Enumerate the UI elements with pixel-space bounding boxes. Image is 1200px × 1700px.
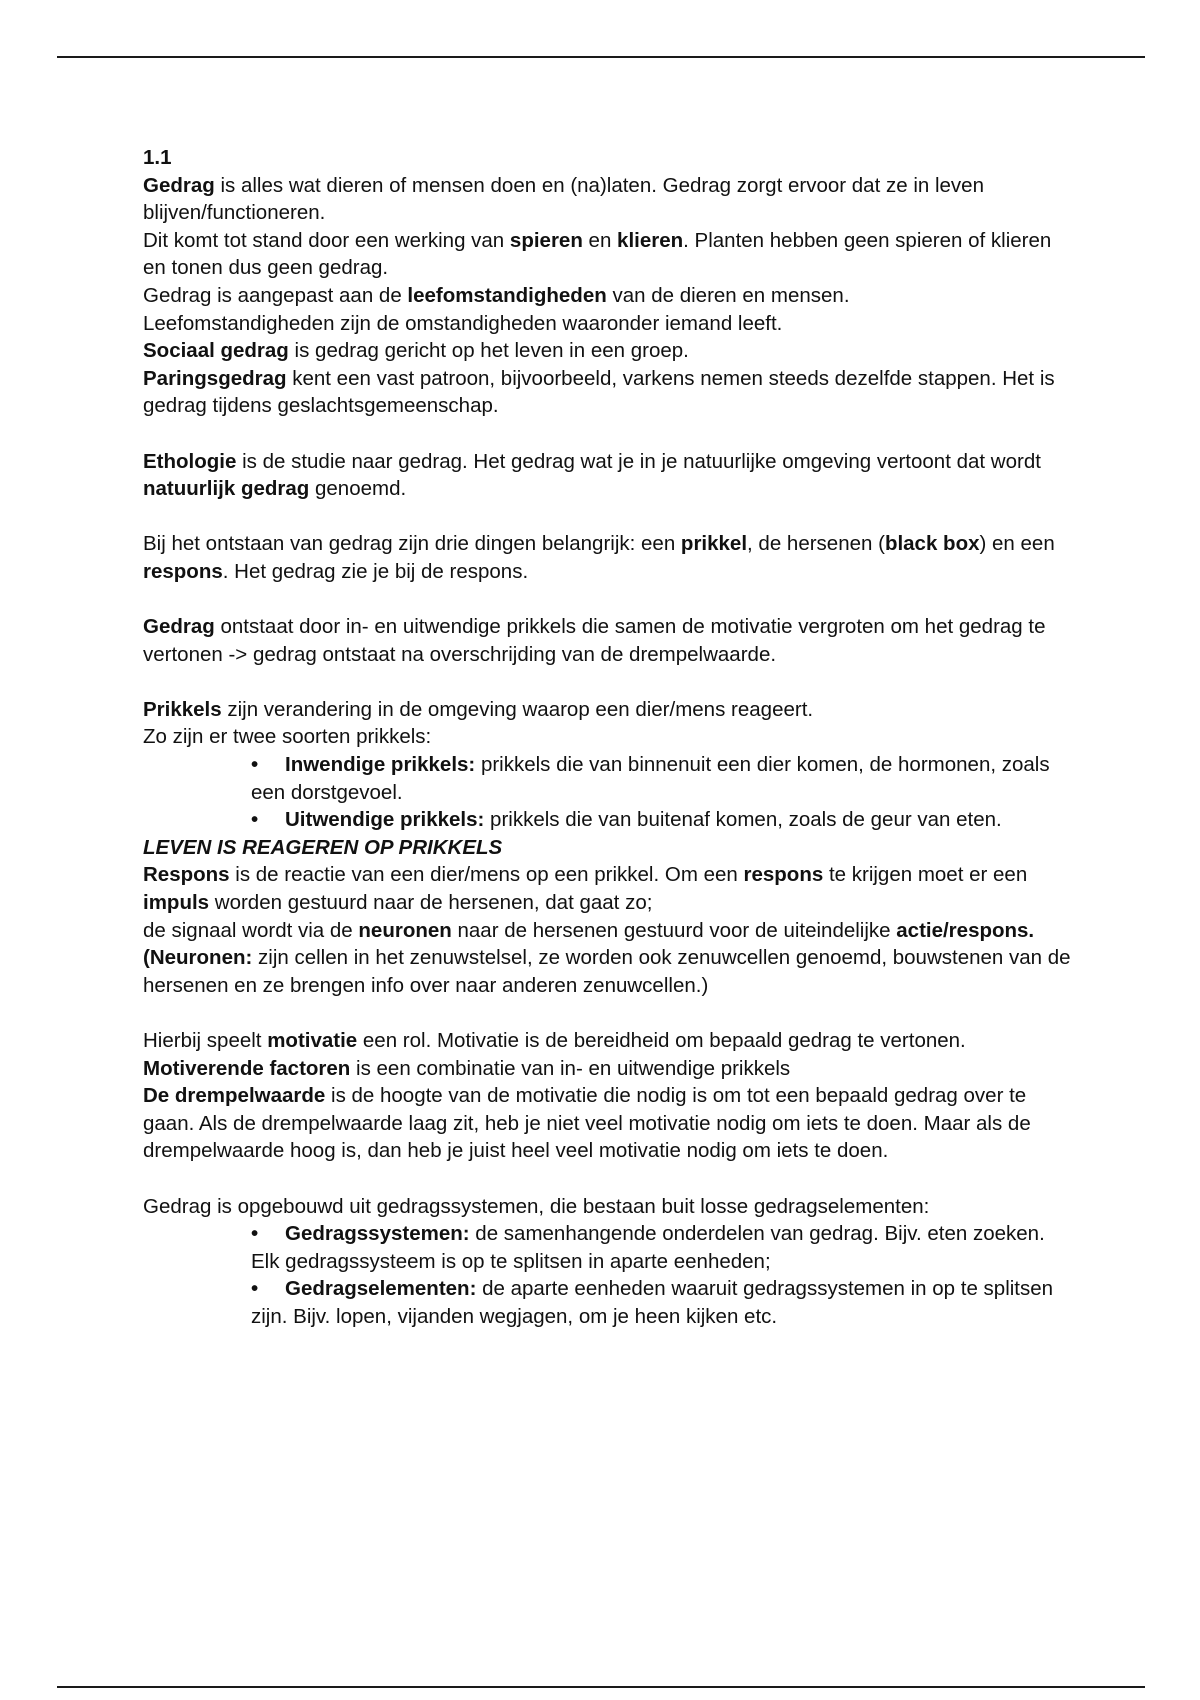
paragraph-motiverende-factoren: Motiverende factoren is een combinatie van in- en uitwendige prikkels xyxy=(143,1056,791,1080)
paragraph-neuronen-signaal: de signaal wordt via de neuronen naar de hersenen gestuurd voor de uiteindelijke actie/respons. xyxy=(143,918,1035,942)
document-body xyxy=(143,144,1073,1331)
gedrag-list xyxy=(143,1220,1073,1330)
paragraph-neuronen-definition: (Neuronen: zijn cellen in het zenuwstelsel, ze worden ook zenuwcellen genoemd, bouwstenen van de hersenen en ze brengen info over naar anderen zenuwcellen.) xyxy=(143,946,1071,997)
paragraph-drempelwaarde-intro: Gedrag ontstaat door in- en uitwendige prikkels die samen de motivatie vergroten om het gedrag te vertonen -> gedrag ontstaat na overschrijding van de drempelwaarde. xyxy=(143,615,1046,666)
footer-rule xyxy=(57,1686,1145,1688)
paragraph-gedrag-definition: Gedrag is alles wat dieren of mensen doen en (na)laten. Gedrag zorgt ervoor dat ze in leven blijven/functioneren. xyxy=(143,173,984,225)
list-item: • Uitwendige prikkels: prikkels die van buitenaf komen, zoals de geur van eten. xyxy=(251,806,1073,834)
bullet-icon: • xyxy=(251,1222,259,1246)
list-item: • Gedragssystemen: de samenhangende onderdelen van gedrag. Bijv. eten zoeken. Elk gedragssysteem is op te splitsen in aparte eenheden; xyxy=(251,1222,1045,1273)
paragraph-soorten-prikkels: Zo zijn er twee soorten prikkels: xyxy=(143,725,432,749)
caps-heading: LEVEN IS REAGEREN OP PRIKKELS xyxy=(143,835,503,859)
bullet-icon: • xyxy=(251,808,259,832)
paragraph-respons: Respons is de reactie van een dier/mens op een prikkel. Om een respons te krijgen moet er een impuls worden gestuurd naar de hersenen, dat gaat zo; xyxy=(143,863,1028,915)
header-rule xyxy=(57,56,1145,58)
prikkels-list xyxy=(143,751,1073,834)
list-item: • Gedragselementen: de aparte eenheden waaruit gedragssystemen in op te splitsen zijn. Bijv. lopen, vijanden wegjagen, om je heen kijken etc. xyxy=(251,1277,1054,1328)
paragraph-spieren-klieren: Dit komt tot stand door een werking van spieren en klieren. Planten hebben geen spieren of klieren en tonen dus geen gedrag. xyxy=(143,228,1052,280)
paragraph-gedragssystemen-intro: Gedrag is opgebouwd uit gedragssystemen, die bestaan buit losse gedragselementen: xyxy=(143,1194,930,1218)
bullet-icon: • xyxy=(251,753,259,777)
section-number: 1.1 xyxy=(143,146,172,169)
paragraph-drempelwaarde: De drempelwaarde is de hoogte van de motivatie die nodig is om tot een bepaald gedrag over te gaan. Als de drempelwaarde laag zit, heb je niet veel motivatie nodig om iets te doen. Maar als de drempelwaarde hoog is, dan heb je juist heel veel motivatie nodig om iets te doen. xyxy=(143,1084,1031,1163)
paragraph-sociaal-gedrag: Sociaal gedrag is gedrag gericht op het leven in een groep. xyxy=(143,339,689,363)
bullet-icon: • xyxy=(251,1277,259,1301)
paragraph-ethologie: Ethologie is de studie naar gedrag. Het gedrag wat je in je natuurlijke omgeving vertoont dat wordt natuurlijk gedrag genoemd. xyxy=(143,449,1041,501)
paragraph-motivatie: Hierbij speelt motivatie een rol. Motivatie is de bereidheid om bepaald gedrag te vertonen. xyxy=(143,1029,966,1052)
paragraph-leefomstandigheden-definition: Leefomstandigheden zijn de omstandigheden waaronder iemand leeft. xyxy=(143,311,783,335)
paragraph-leefomstandigheden: Gedrag is aangepast aan de leefomstandigheden van de dieren en mensen. xyxy=(143,283,850,307)
list-item: • Inwendige prikkels: prikkels die van binnenuit een dier komen, de hormonen, zoals een dorstgevoel. xyxy=(251,753,1050,804)
paragraph-prikkel-respons: Bij het ontstaan van gedrag zijn drie dingen belangrijk: een prikkel, de hersenen (black box) en een respons. Het gedrag zie je bij de respons. xyxy=(143,532,1055,583)
paragraph-prikkels: Prikkels zijn verandering in de omgeving waarop een dier/mens reageert. xyxy=(143,697,814,721)
paragraph-paringsgedrag: Paringsgedrag kent een vast patroon, bijvoorbeeld, varkens nemen steeds dezelfde stappen. Het is gedrag tijdens geslachtsgemeenschap. xyxy=(143,366,1055,418)
